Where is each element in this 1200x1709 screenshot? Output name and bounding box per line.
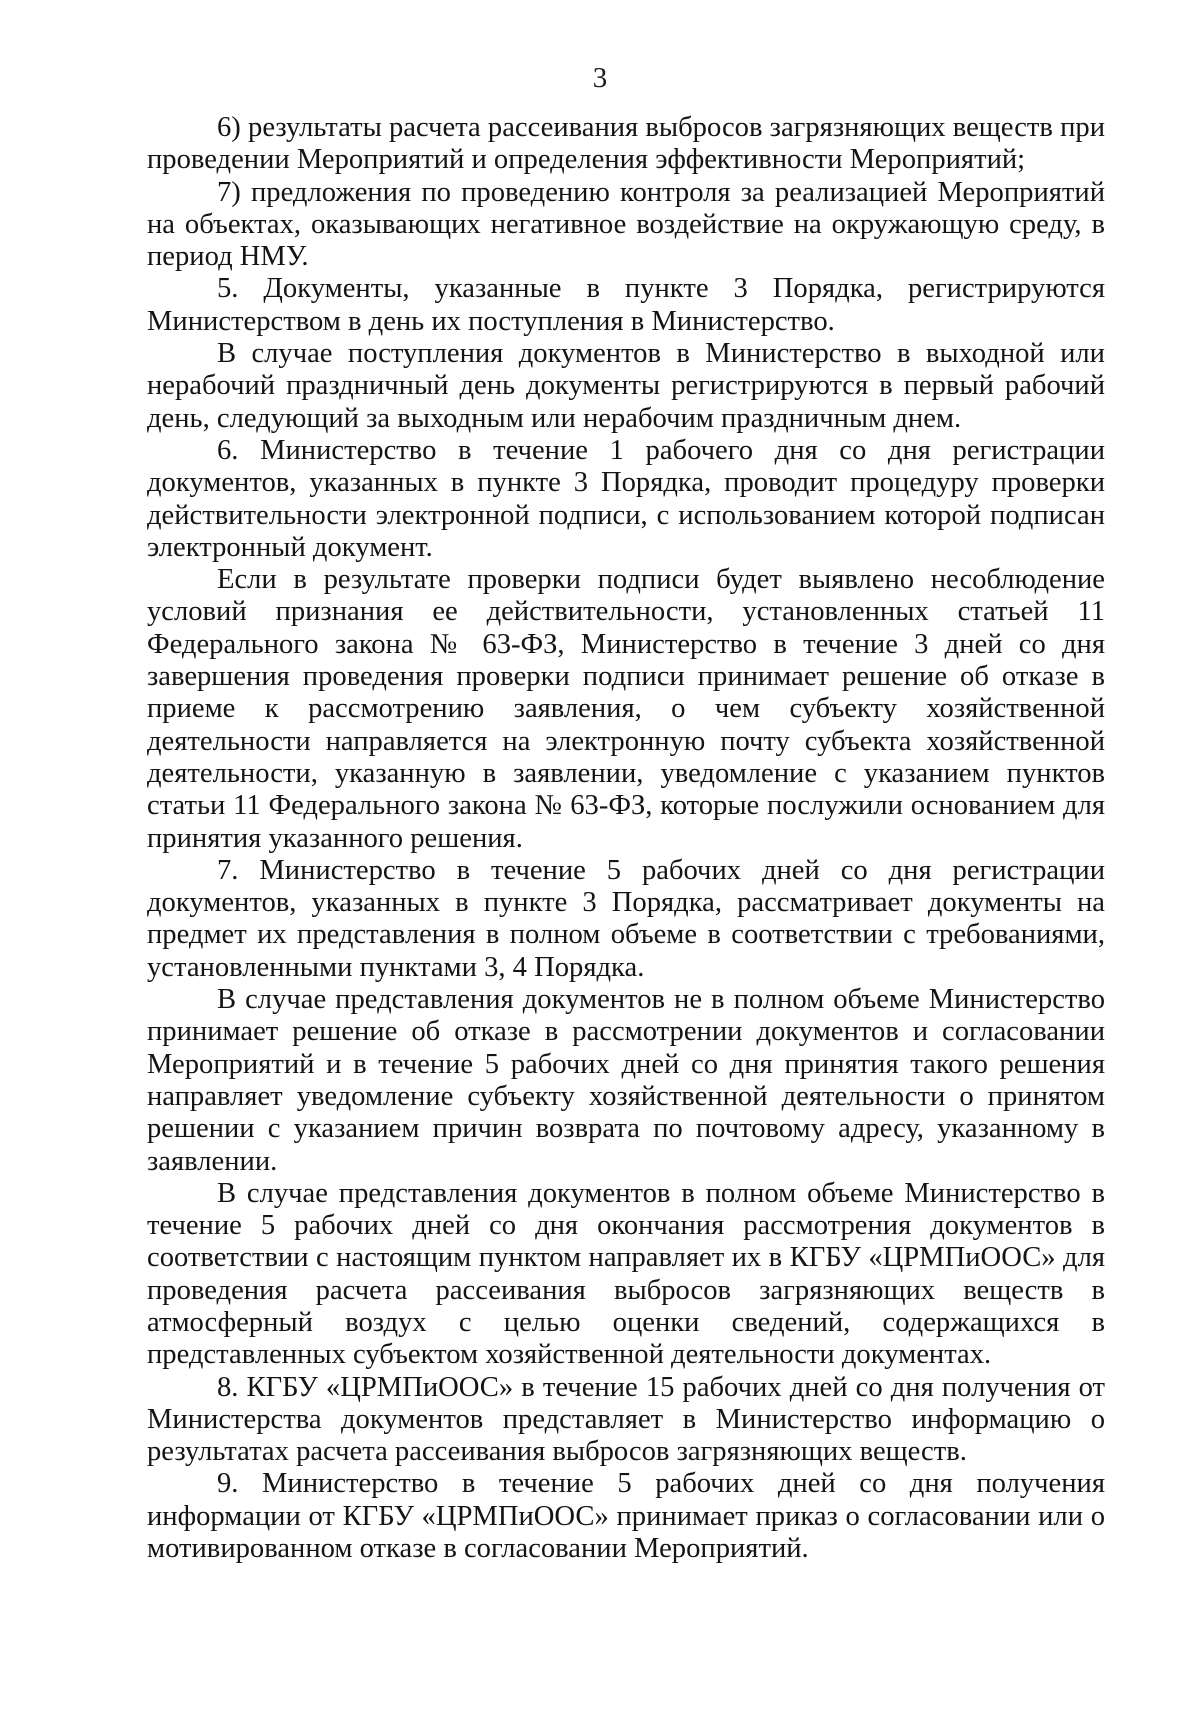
paragraph-item-6: 6) результаты расчета рассеивания выбросов загрязняющих веществ при проведении Мероприятий и определения эффективности Мероприятий;	[147, 112, 1105, 176]
paragraph-point-6-refusal: Если в результате проверки подписи будет выявлено несоблюдение условий признания ее действительности, установленных статьей 11 Федерального закона № 63-ФЗ, Министерство в течение 3 дней со дня завершения проведения проверки подписи принимает решение об отказе в приеме к рассмотрению заявления, о чем субъекту хозяйственной деятельности направляется на электронную почту субъекта хозяйственной деятельности, указанную в заявлении, уведомление с указанием пунктов статьи 11 Федерального закона № 63-ФЗ, которые послужили основанием для принятия указанного решения.	[147, 564, 1105, 854]
paragraph-point-6: 6. Министерство в течение 1 рабочего дня со дня регистрации документов, указанных в пункте 3 Порядка, проводит процедуру проверки действительности электронной подписи, с использованием которой подписан электронный документ.	[147, 434, 1105, 563]
document-body	[147, 112, 1105, 1565]
page-number: 3	[592, 62, 608, 94]
paragraph-point-7-complete: В случае представления документов в полном объеме Министерство в течение 5 рабочих дней со дня окончания рассмотрения документов в соответствии с настоящим пунктом направляет их в КГБУ «ЦРМПиООС» для проведения расчета рассеивания выбросов загрязняющих веществ в атмосферный воздух с целью оценки сведений, содержащихся в представленных субъектом хозяйственной деятельности документах.	[147, 1177, 1105, 1371]
paragraph-point-7-incomplete: В случае представления документов не в полном объеме Министерство принимает решение об отказе в рассмотрении документов и согласовании Мероприятий и в течение 5 рабочих дней со дня принятия такого решения направляет уведомление субъекту хозяйственной деятельности о принятом решении с указанием причин возврата по почтовому адресу, указанному в заявлении.	[147, 984, 1105, 1177]
paragraph-point-7: 7. Министерство в течение 5 рабочих дней со дня регистрации документов, указанных в пункте 3 Порядка, рассматривает документы на предмет их представления в полном объеме в соответствии с требованиями, установленными пунктами 3, 4 Порядка.	[147, 854, 1105, 983]
paragraph-point-5-holiday: В случае поступления документов в Министерство в выходной или нерабочий праздничный день документы регистрируются в первый рабочий день, следующий за выходным или нерабочим праздничным днем.	[147, 338, 1105, 434]
paragraph-item-7: 7) предложения по проведению контроля за реализацией Мероприятий на объектах, оказывающих негативное воздействие на окружающую среду, в период НМУ.	[147, 176, 1105, 273]
paragraph-point-9: 9. Министерство в течение 5 рабочих дней со дня получения информации от КГБУ «ЦРМПиООС» принимает приказ о согласовании или о мотивированном отказе в согласовании Мероприятий.	[147, 1468, 1105, 1565]
paragraph-point-5: 5. Документы, указанные в пункте 3 Порядка, регистрируются Министерством в день их поступления в Министерство.	[147, 273, 1105, 337]
paragraph-point-8: 8. КГБУ «ЦРМПиООС» в течение 15 рабочих дней со дня получения от Министерства документов представляет в Министерство информацию о результатах расчета рассеивания выбросов загрязняющих веществ.	[147, 1371, 1105, 1468]
